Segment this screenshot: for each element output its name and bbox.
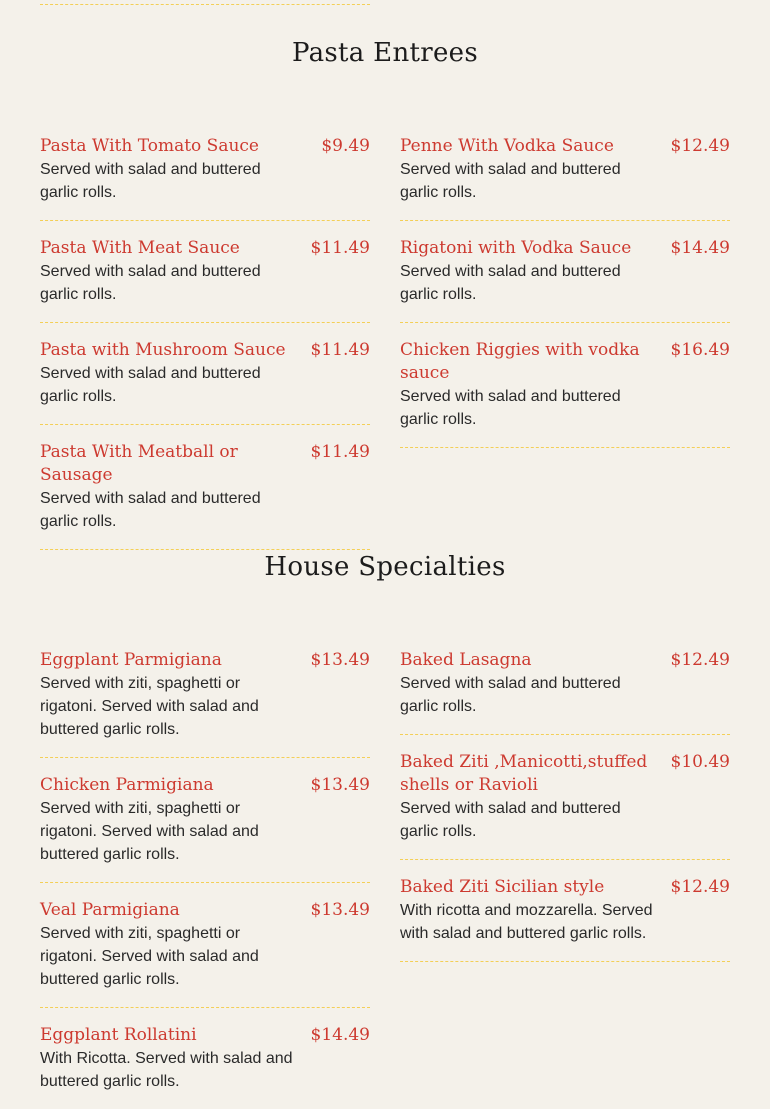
menu-item-name: Baked Ziti ,Manicotti,stuffed shells or Ravioli	[400, 752, 648, 795]
menu-item-name: Baked Ziti Sicilian style	[400, 877, 605, 897]
menu-item-name: Chicken Riggies with vodka sauce	[400, 340, 640, 383]
menu-item-description: Served with salad and buttered garlic rolls.	[40, 490, 261, 530]
menu-item-description: With Ricotta. Served with salad and buttered garlic rolls.	[40, 1050, 293, 1090]
section-title-house-specialties: House Specialties	[264, 552, 506, 582]
menu-item-description: Served with salad and buttered garlic rolls.	[40, 161, 261, 201]
menu-item	[40, 323, 370, 425]
menu-item-price: $12.49	[670, 136, 730, 156]
menu-item-name: Pasta With Meatball or Sausage	[40, 442, 238, 485]
menu-item	[40, 135, 370, 221]
menu-item-price: $14.49	[670, 238, 730, 258]
menu-item-name: Baked Lasagna	[400, 650, 532, 670]
house-specialties-left-column	[40, 649, 370, 1109]
menu-item-name: Eggplant Rollatini	[40, 1025, 197, 1045]
menu-item-description: Served with salad and buttered garlic rolls.	[400, 263, 621, 303]
pasta-entrees-left-column	[40, 135, 370, 550]
menu-item	[40, 883, 370, 1008]
menu-item	[40, 221, 370, 323]
menu-item-price: $12.49	[670, 877, 730, 897]
menu-item	[40, 758, 370, 883]
menu-item-price: $11.49	[310, 340, 370, 360]
menu-item	[40, 649, 370, 758]
menu-item-description: Served with ziti, spaghetti or rigatoni. Served with salad and buttered garlic rolls.	[40, 675, 259, 738]
menu-item-price: $9.49	[321, 136, 370, 156]
menu-item-price: $10.49	[670, 752, 730, 772]
menu-item-price: $13.49	[310, 900, 370, 920]
menu-item-description: Served with salad and buttered garlic rolls.	[40, 365, 261, 405]
menu-item	[400, 860, 730, 962]
menu-item-name: Pasta With Tomato Sauce	[40, 136, 259, 156]
top-divider	[40, 4, 370, 5]
menu-item-description: With ricotta and mozzarella. Served with salad and buttered garlic rolls.	[400, 902, 653, 942]
menu-item-description: Served with salad and buttered garlic rolls.	[400, 800, 621, 840]
menu-item-price: $13.49	[310, 650, 370, 670]
menu-item-description: Served with ziti, spaghetti or rigatoni. Served with salad and buttered garlic rolls.	[40, 800, 259, 863]
menu-item-description: Served with ziti, spaghetti or rigatoni. Served with salad and buttered garlic rolls.	[40, 925, 259, 988]
menu-item-name: Rigatoni with Vodka Sauce	[400, 238, 632, 258]
menu-item	[400, 323, 730, 448]
pasta-entrees-right-column	[400, 135, 730, 448]
menu-item-price: $16.49	[670, 340, 730, 360]
menu-item	[400, 649, 730, 735]
menu-item	[40, 425, 370, 550]
menu-item	[400, 135, 730, 221]
menu-item-description: Served with salad and buttered garlic rolls.	[400, 388, 621, 428]
menu-item-name: Veal Parmigiana	[40, 900, 180, 920]
menu-item	[40, 1008, 370, 1109]
menu-item-name: Pasta With Meat Sauce	[40, 238, 240, 258]
menu-item-description: Served with salad and buttered garlic rolls.	[400, 675, 621, 715]
menu-item-description: Served with salad and buttered garlic rolls.	[40, 263, 261, 303]
menu-item-name: Penne With Vodka Sauce	[400, 136, 614, 156]
menu-item-description: Served with salad and buttered garlic rolls.	[400, 161, 621, 201]
menu-item-name: Pasta with Mushroom Sauce	[40, 340, 286, 360]
menu-item	[400, 221, 730, 323]
menu-item-price: $11.49	[310, 238, 370, 258]
menu-item-price: $12.49	[670, 650, 730, 670]
menu-item-price: $13.49	[310, 775, 370, 795]
menu-item-price: $14.49	[310, 1025, 370, 1045]
house-specialties-right-column	[400, 649, 730, 962]
section-title-pasta-entrees: Pasta Entrees	[291, 38, 478, 68]
menu-item	[400, 735, 730, 860]
menu-item-name: Chicken Parmigiana	[40, 775, 214, 795]
menu-item-price: $11.49	[310, 442, 370, 462]
menu-item-name: Eggplant Parmigiana	[40, 650, 222, 670]
